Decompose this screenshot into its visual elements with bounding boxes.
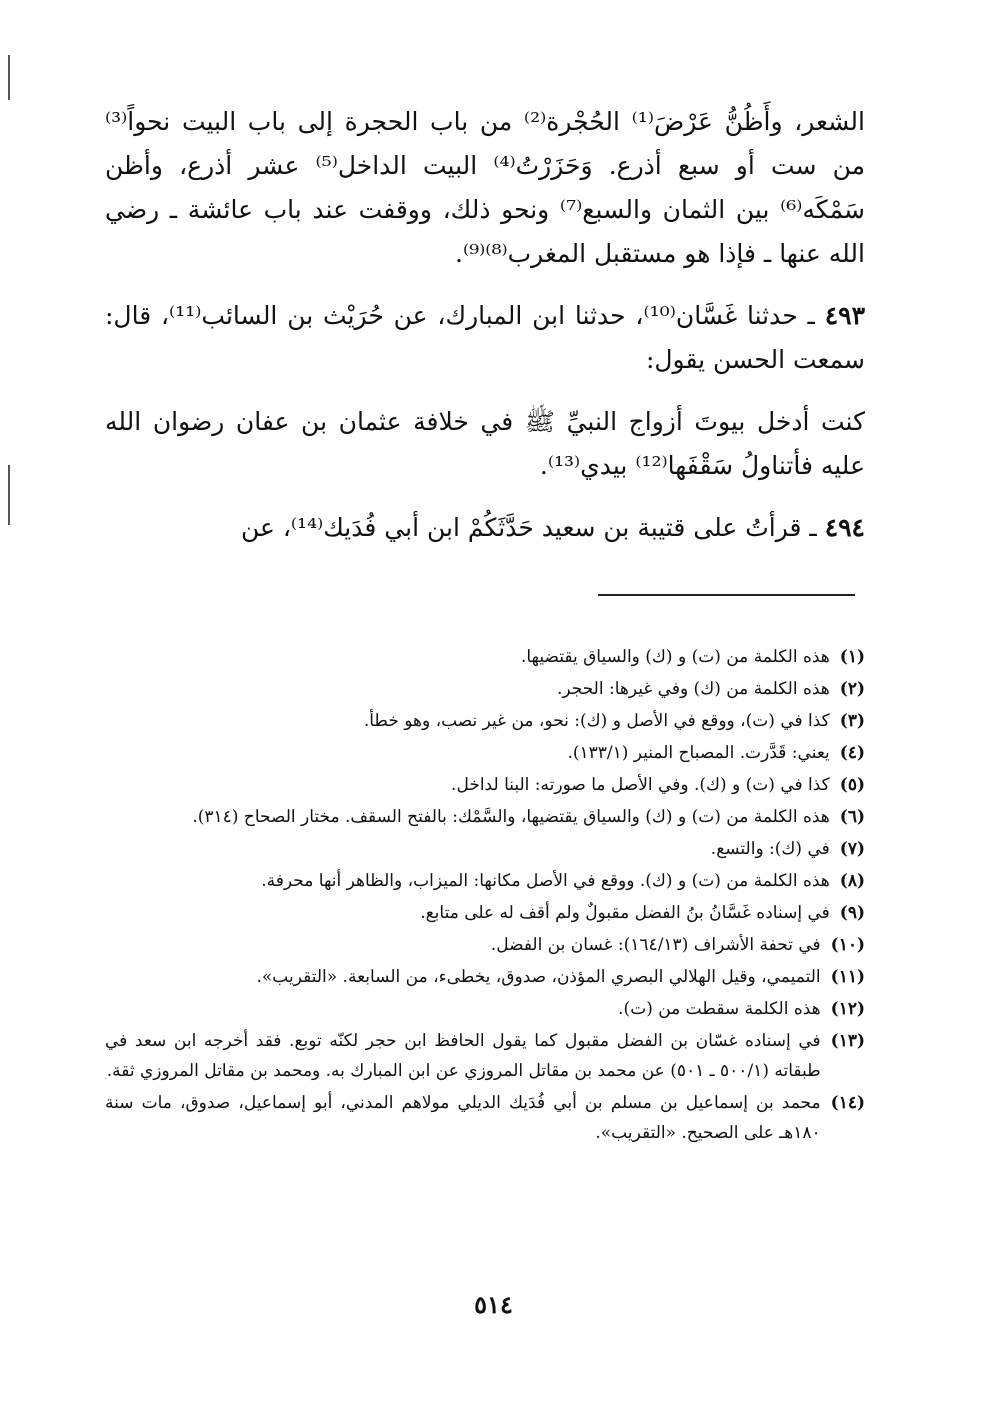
footnote <box>105 770 865 800</box>
footnote-number: (٣) <box>839 711 865 731</box>
footnote-text: في تحفة الأشراف (١٦٤/١٣): غسان بن الفضل. <box>490 935 821 955</box>
footnote-number: (٥) <box>839 775 865 795</box>
footnote-number: (٩) <box>839 903 865 923</box>
hadith-number: ٤٩٣ <box>824 301 866 330</box>
main-text <box>105 100 865 568</box>
footnote-text: هذه الكلمة من (ت) و (ك) والسياق يقتضيها، والسَّمْك: بالفتح السقف. مختار الصحاح (٣١٤). <box>192 807 830 827</box>
footnote-number: (٤) <box>839 743 865 763</box>
footnote <box>105 706 865 736</box>
footnote-text: محمد بن إسماعيل بن مسلم بن أبي فُدَيك الديلي مولاهم المدني، أبو إسماعيل، صدوق، مات سنة ١٨٠هـ على الصحيح. «التقريب». <box>105 1093 821 1143</box>
footnote <box>105 898 865 928</box>
page-number: ٥١٤ <box>474 1290 513 1319</box>
paragraph-room-dimensions: الشعر، وأَظُنُّ عَرْضَ⁽¹⁾ الحُجْرة⁽²⁾ من باب الحجرة إلى باب البيت نحواً⁽³⁾ من ست أو سبع أذرع. وَحَزَرْتُ⁽⁴⁾ البيت الداخل⁽⁵⁾ عشر أذرع، وأظن سَمْكَه⁽⁶⁾ بين الثمان والسبع⁽⁷⁾ ونحو ذلك، ووقفت عند باب عائشة ـ رضي الله عنها ـ فإذا هو مستقبل المغرب⁽⁸⁾⁽⁹⁾. <box>105 107 865 268</box>
hadith-494 <box>105 506 865 550</box>
footnotes <box>105 642 865 1150</box>
footnote-number: (١٠) <box>830 935 865 955</box>
footnote-number: (١٢) <box>830 999 865 1019</box>
scan-edge-mark <box>8 465 10 525</box>
footnote-text: هذه الكلمة من (ك) وفي غيرها: الحجر. <box>556 679 830 699</box>
footnote <box>105 674 865 704</box>
footnote <box>105 994 865 1024</box>
footnote-number: (١٣) <box>830 1031 865 1051</box>
footnote-text: في إسناده غسّان بن الفضل مقبول كما يقول الحافظ ابن حجر لكنّه توبع. فقد أخرجه ابن سعد في طبقاته (٥٠٠/١ ـ ٥٠١) عن محمد بن مقاتل المروزي عن ابن المبارك به. ومحمد بن مقاتل المروزي ثقة. <box>105 1031 821 1081</box>
footnote-number: (٨) <box>839 871 865 891</box>
footnote <box>105 802 865 832</box>
footnote-number: (١١) <box>830 967 865 987</box>
footnote <box>105 834 865 864</box>
footnote-number: (٧) <box>839 839 865 859</box>
scan-edge-mark <box>8 55 10 100</box>
footnote-number: (٢) <box>839 679 865 699</box>
footnote <box>105 866 865 896</box>
footnote <box>105 1026 865 1086</box>
hadith-493 <box>105 294 865 382</box>
footnote <box>105 930 865 960</box>
footnote <box>105 738 865 768</box>
footnote-text: التميمي، وقيل الهلالي البصري المؤذن، صدوق، يخطىء، من السابعة. «التقريب». <box>256 967 821 987</box>
hadith-number: ٤٩٤ <box>824 513 865 542</box>
footnote-text: كذا في (ت) و (ك). وفي الأصل ما صورته: البنا لداخل. <box>451 775 830 795</box>
footnote <box>105 642 865 672</box>
footnote-text: هذه الكلمة سقطت من (ت). <box>618 999 821 1019</box>
paragraph-hadith-matn: كنت أدخل بيوتَ أزواج النبيِّ ﷺ في خلافة عثمان بن عفان رضوان الله عليه فأتناولُ سَقْفَها⁽¹²⁾ بيدي⁽¹³⁾. <box>105 407 865 480</box>
footnote-number: (١) <box>839 647 865 667</box>
hadith-text: ـ قرأتُ على قتيبة بن سعيد حَدَّثَكُمْ ابن أبي فُدَيك⁽¹⁴⁾، عن <box>240 513 817 542</box>
footnote-text: في (ك): والتسع. <box>710 839 830 859</box>
footnote-text: في إسناده غَسَّانُ بنُ الفضل مقبولٌ ولم أقف له على متابع. <box>420 903 830 923</box>
footnote-text: كذا في (ت)، ووقع في الأصل و (ك): نحو، من غير نصب، وهو خطأ. <box>363 711 830 731</box>
hadith-text: ـ حدثنا غَسَّان⁽¹⁰⁾، حدثنا ابن المبارك، عن حُرَيْث بن السائب⁽¹¹⁾، قال: سمعت الحسن يقول: <box>105 301 865 374</box>
footnote <box>105 962 865 992</box>
footnote-separator <box>598 594 855 596</box>
footnote-text: يعني: قَدَّرت. المصباح المنير (١٣٣/١). <box>567 743 830 763</box>
footnote <box>105 1088 865 1148</box>
footnote-number: (٦) <box>839 807 865 827</box>
footnote-text: هذه الكلمة من (ت) و (ك). ووقع في الأصل مكانها: الميزاب، والظاهر أنها محرفة. <box>261 871 830 891</box>
footnote-number: (١٤) <box>830 1093 865 1113</box>
footnote-text: هذه الكلمة من (ت) و (ك) والسياق يقتضيها. <box>520 647 830 667</box>
